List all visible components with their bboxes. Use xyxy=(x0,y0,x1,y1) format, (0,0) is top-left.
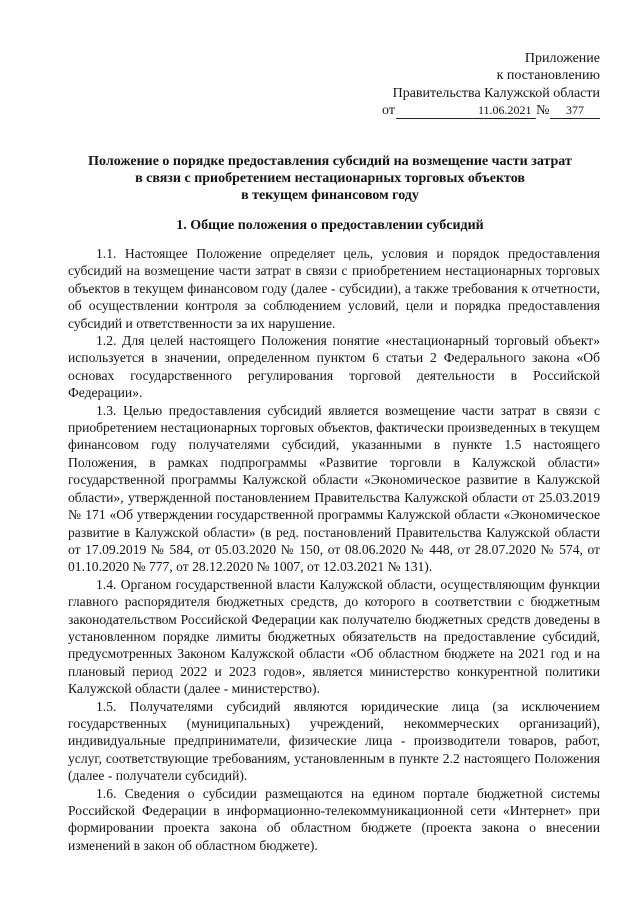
paragraph-1-3: 1.3. Целью предоставления субсидий является возмещение части затрат в связи с приобретением нестационарных торговых объектов, фактически произведенных в текущем финансовом году получателями субсидий, указанными в пункте 1.5 настоящего Положения, в рамках подпрограммы «Развитие торговли в Калужской области» государственной программы Калужской области «Экономическое развитие в Калужской области», утвержденной постановлением Правительства Калужской области от 25.03.2019 № 171 «Об утверждении государственной программы Калужской области «Экономическое развитие в Калужской области» (в ред. постановлений Правительства Калужской области от 17.09.2019 № 584, от 05.03.2020 № 150, от 08.06.2020 № 448, от 28.07.2020 № 574, от 01.10.2020 № 777, от 28.12.2020 № 1007, от 12.03.2021 № 131). xyxy=(68,402,600,575)
title-line-1: Положение о порядке предоставления субсидий на возмещение части затрат xyxy=(88,154,572,169)
title-line-3: в текущем финансовом году xyxy=(241,188,419,203)
appendix-line-1: Приложение xyxy=(524,51,600,66)
document-body xyxy=(68,245,600,854)
appendix-date-row xyxy=(370,102,600,119)
section-heading: 1. Общие положения о предоставлении субсидий xyxy=(176,218,484,233)
paragraph-1-5: 1.5. Получателями субсидий являются юридические лица (за исключением государственных (муниципальных) учреждений, некоммерческих организаций), индивидуальные предприниматели, физические лица - производители товаров, работ, услуг, соответствующие требованиям, установленным в пункте 2.2 настоящего Положения (далее - получатели субсидий). xyxy=(68,698,600,784)
title-line-2: в связи с приобретением нестационарных торговых объектов xyxy=(135,171,525,186)
document-title xyxy=(70,153,590,204)
paragraph-1-1: 1.1. Настоящее Положение определяет цель, условия и порядок предоставления субсидий на возмещение части затрат в связи с приобретением нестационарных торговых объектов в текущем финансовом году (далее - субсидии), а также требования к отчетности, об осуществлении контроля за соблюдением условий, цели и порядка предоставления субсидий и ответственности за их нарушение. xyxy=(68,246,600,331)
paragraph-1-2: 1.2. Для целей настоящего Положения понятие «нестационарный торговый объект» используется в значении, определенном пунктом 6 статьи 2 Федерального закона «Об основах государственного регулирования торговой деятельности в Российской Федерации». xyxy=(68,333,600,401)
paragraph-1-6: 1.6. Сведения о субсидии размещаются на едином портале бюджетной системы Российской Федерации в информационно-телекоммуникационной сети «Интернет» при формировании проекта закона об областном бюджете (проекта закона о внесении изменений в закон об областном бюджете). xyxy=(68,785,600,853)
date-prefix: от xyxy=(382,103,395,119)
appendix-line-2: к постановлению xyxy=(496,68,600,84)
appendix-line-3: Правительства Калужской области xyxy=(392,85,600,101)
decree-date: 11.06.2021 xyxy=(396,103,536,119)
appendix-header xyxy=(370,50,600,120)
number-sign: № xyxy=(536,103,550,119)
paragraph-1-4: 1.4. Органом государственной власти Калужской области, осуществляющим функции главного распорядителя бюджетных средств, до которого в соответствии с бюджетным законодательством Российской Федерации как получателю бюджетных средств доведены в установленном порядке лимиты бюджетных обязательств на предоставление субсидий, предусмотренных Законом Калужской области «Об областном бюджете на 2021 год и на плановый период 2022 и 2023 годов», является министерство конкурентной политики Калужской области (далее - министерство). xyxy=(68,576,600,697)
decree-number: 377 xyxy=(550,103,600,119)
